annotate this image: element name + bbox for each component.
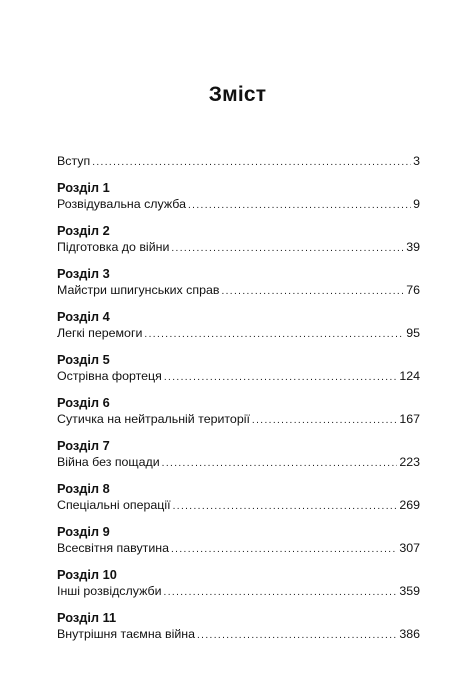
dot-leader [162, 454, 398, 472]
chapter-heading: Розділ 7 [57, 438, 110, 453]
chapter-heading: Розділ 10 [57, 567, 117, 582]
chapter-heading: Розділ 3 [57, 266, 110, 281]
chapter-heading: Розділ 2 [57, 223, 110, 238]
toc-chapter-9[interactable] [57, 523, 420, 557]
toc-chapter-8[interactable] [57, 480, 420, 514]
toc-entry-title: Інші розвідслужби [57, 584, 162, 598]
toc-entry-title: Майстри шпигунських справ [57, 283, 220, 297]
toc-page-number: 223 [399, 455, 420, 469]
toc-page-number: 307 [399, 541, 420, 555]
dot-leader [188, 196, 411, 214]
toc-entry-title: Сутичка на нейтральній території [57, 412, 250, 426]
toc-entry [57, 626, 420, 643]
page-title: Зміст [208, 83, 267, 106]
toc-chapter-10[interactable] [57, 566, 420, 600]
toc-entry-title: Острівна фортеця [57, 369, 162, 383]
toc-chapter-7[interactable] [57, 437, 420, 471]
chapter-heading: Розділ 9 [57, 524, 110, 539]
chapter-heading: Розділ 6 [57, 395, 110, 410]
toc-chapter-3[interactable] [57, 265, 420, 299]
toc-entry-title: Всесвітня павутина [57, 541, 169, 555]
chapter-heading: Розділ 5 [57, 352, 110, 367]
toc-entry [57, 325, 420, 342]
dot-leader [92, 153, 411, 171]
toc-page-number: 95 [406, 326, 420, 340]
toc-entry [57, 540, 420, 557]
dot-leader [171, 540, 397, 558]
toc-entry-title: Спеціальні операції [57, 498, 171, 512]
toc-entry [57, 239, 420, 256]
dot-leader [197, 626, 397, 644]
dot-leader [164, 368, 397, 386]
dot-leader [171, 239, 404, 257]
toc-entry [57, 454, 420, 471]
toc-page-number: 167 [399, 412, 420, 426]
toc-page-number: 76 [406, 283, 420, 297]
dot-leader [164, 583, 398, 601]
toc-entry [57, 282, 420, 299]
chapter-heading: Розділ 1 [57, 180, 110, 195]
toc-entry-title: Розвідувальна служба [57, 197, 186, 211]
toc-entry-intro[interactable] [57, 153, 420, 170]
toc-page-number: 386 [399, 627, 420, 641]
toc-entry [57, 497, 420, 514]
toc-chapter-1[interactable] [57, 179, 420, 213]
table-of-contents [57, 153, 420, 643]
chapter-heading: Розділ 11 [57, 610, 117, 625]
toc-chapter-6[interactable] [57, 394, 420, 428]
dot-leader [252, 411, 397, 429]
toc-chapter-11[interactable] [57, 609, 420, 643]
toc-chapter-5[interactable] [57, 351, 420, 385]
chapter-heading: Розділ 4 [57, 309, 110, 324]
toc-page-number: 269 [399, 498, 420, 512]
toc-entry [57, 583, 420, 600]
toc-chapter-2[interactable] [57, 222, 420, 256]
toc-entry-title: Війна без пощади [57, 455, 160, 469]
toc-page-number: 39 [406, 240, 420, 254]
dot-leader [173, 497, 398, 515]
dot-leader [144, 325, 404, 343]
toc-entry-title: Легкі перемоги [57, 326, 143, 340]
toc-entry [57, 196, 420, 213]
toc-entry-title: Вступ [57, 154, 91, 168]
toc-entry-title: Підготовка до війни [57, 240, 170, 254]
toc-chapter-4[interactable] [57, 308, 420, 342]
toc-entry [57, 368, 420, 385]
toc-page-number: 9 [413, 197, 420, 211]
chapter-heading: Розділ 8 [57, 481, 110, 496]
toc-page-number: 359 [399, 584, 420, 598]
toc-page-number: 124 [399, 369, 420, 383]
toc-page-number: 3 [413, 154, 420, 168]
toc-entry-title: Внутрішня таємна війна [57, 627, 195, 641]
toc-entry [57, 411, 420, 428]
dot-leader [221, 282, 404, 300]
